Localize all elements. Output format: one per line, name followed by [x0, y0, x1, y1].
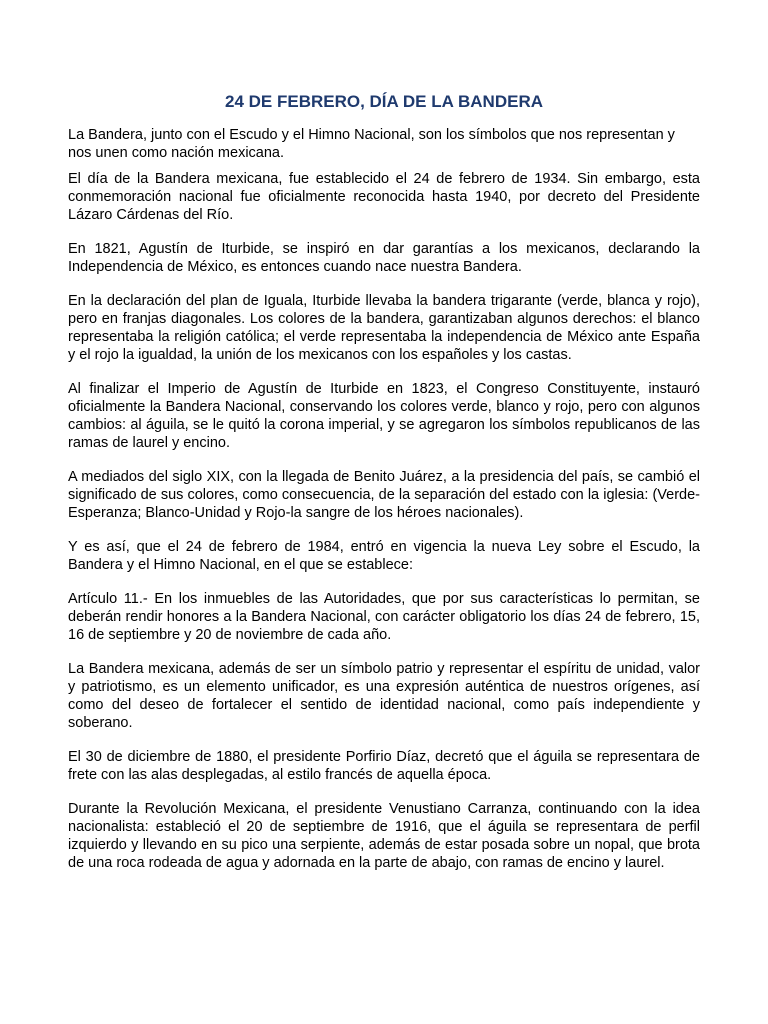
paragraph-ley-1984: Y es así, que el 24 de febrero de 1984, entró en vigencia la nueva Ley sobre el Escudo, la Bandera y el Himno Nacional, en el que se establece:	[68, 539, 700, 573]
paragraph-intro: La Bandera, junto con el Escudo y el Himno Nacional, son los símbolos que nos representan y nos unen como nación mexicana.	[68, 127, 675, 161]
document-page	[68, 90, 700, 888]
document-title: 24 DE FEBRERO, DÍA DE LA BANDERA	[225, 92, 543, 111]
paragraph-congreso: Al finalizar el Imperio de Agustín de Iturbide en 1823, el Congreso Constituyente, instauró oficialmente la Bandera Nacional, conservando los colores verde, blanco y rojo, pero con algunos cambios: al águila, se le quitó la corona imperial, y se agregaron los símbolos republicanos de las ramas de laurel y encino.	[68, 381, 700, 451]
paragraph-establishment: El día de la Bandera mexicana, fue establecido el 24 de febrero de 1934. Sin embargo, esta conmemoración nacional fue oficialmente reconocida hasta 1940, por decreto del Presidente Lázaro Cárdenas del Río.	[68, 171, 700, 223]
paragraph-carranza: Durante la Revolución Mexicana, el presidente Venustiano Carranza, continuando con la idea nacionalista: estableció el 20 de septiembre de 1916, que el águila se representara de perfil izquierdo y llevando en su pico una serpiente, además de estar posada sobre un nopal, que brota de una roca rodeada de agua y adornada en la parte de abajo, con ramas de encino y laurel.	[68, 801, 700, 871]
paragraph-juarez: A mediados del siglo XIX, con la llegada de Benito Juárez, a la presidencia del país, se cambió el significado de sus colores, como consecuencia, de la separación del estado con la iglesia: (Verde-Esperanza; Blanco-Unidad y Rojo-la sangre de los héroes nacionales).	[68, 469, 700, 521]
paragraph-porfirio-diaz: El 30 de diciembre de 1880, el presidente Porfirio Díaz, decretó que el águila se representara de frete con las alas desplegadas, al estilo francés de aquella época.	[68, 749, 700, 783]
paragraph-simbolo-patrio: La Bandera mexicana, además de ser un símbolo patrio y representar el espíritu de unidad, valor y patriotismo, es un elemento unificador, es una expresión auténtica de nuestros orígenes, así como del deseo de fortalecer el sentido de identidad nacional, como país independiente y soberano.	[68, 661, 700, 731]
paragraph-plan-de-iguala: En la declaración del plan de Iguala, Iturbide llevaba la bandera trigarante (verde, blanca y rojo), pero en franjas diagonales. Los colores de la bandera, garantizaban algunos derechos: el blanco representaba la religión católica; el verde representaba la independencia de México ante España y el rojo la igualdad, la unión de los mexicanos con los españoles y los castas.	[68, 293, 700, 363]
paragraph-iturbide: En 1821, Agustín de Iturbide, se inspiró en dar garantías a los mexicanos, declarando la Independencia de México, es entonces cuando nace nuestra Bandera.	[68, 241, 700, 275]
paragraph-articulo-11: Artículo 11.- En los inmuebles de las Autoridades, que por sus características lo permitan, se deberán rendir honores a la Bandera Nacional, con carácter obligatorio los días 24 de febrero, 15, 16 de septiembre y 20 de noviembre de cada año.	[68, 591, 700, 643]
